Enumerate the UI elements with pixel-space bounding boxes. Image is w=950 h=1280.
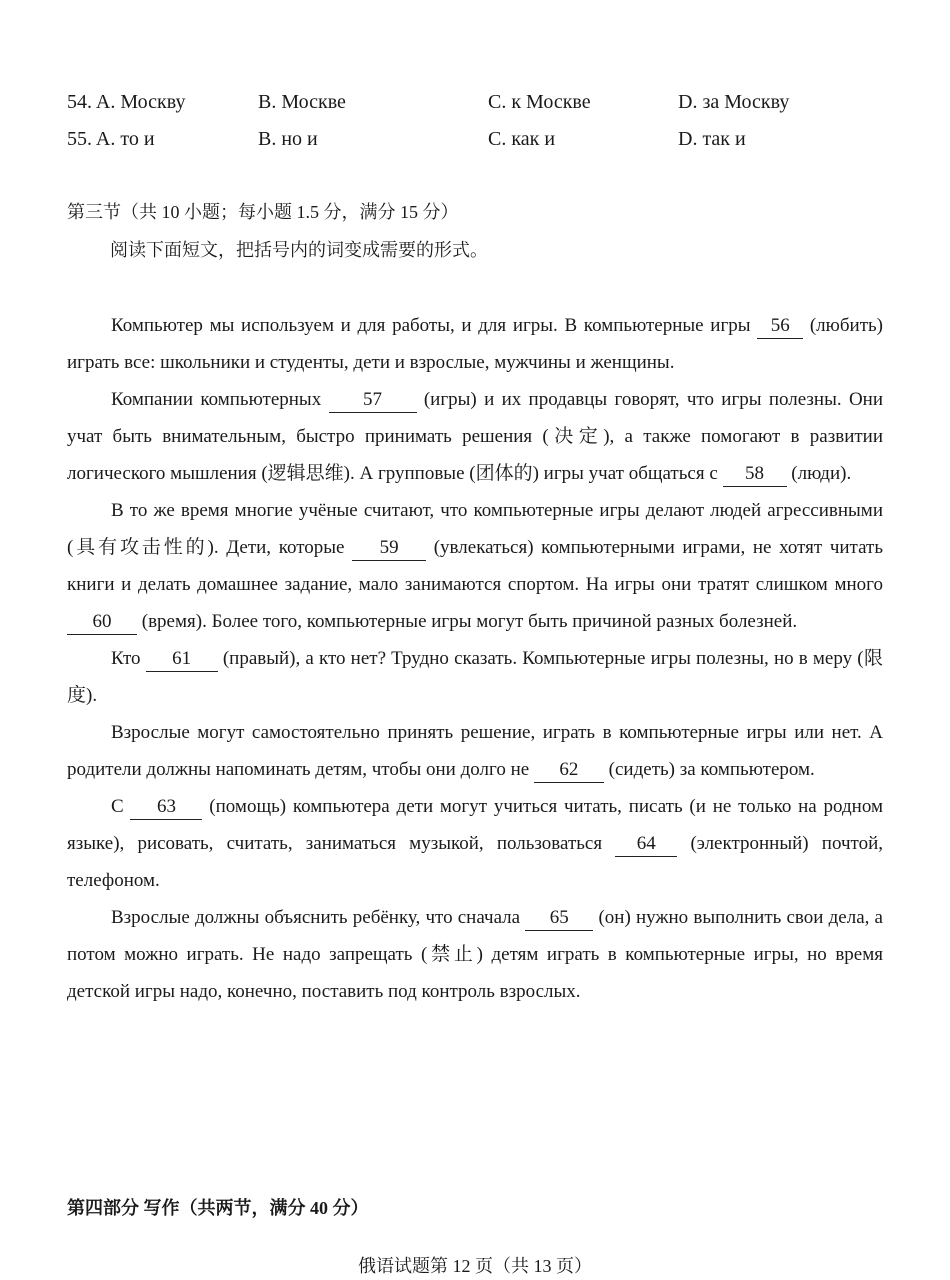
passage-text: (сидеть) за компьютером. [603, 759, 815, 780]
option-55-c: C. как и [488, 128, 556, 150]
blank-62: 62 [534, 758, 604, 783]
passage-paragraph-1 [67, 307, 883, 381]
blank-59: 59 [352, 536, 426, 561]
option-55-b: B. но и [258, 128, 318, 150]
passage-paragraph-3 [67, 492, 883, 640]
reading-passage [67, 307, 883, 1010]
blank-58: 58 [723, 462, 787, 487]
passage-text: (любить) играть все: школьники и студенты, дети и взрослые, мужчины и женщины. [67, 315, 883, 373]
passage-text: (игры) и их продавцы говорят, что игры полезны. Они учат быть внимательным, быстро принимать решения (决定), а также помогают в развитии логического мышления (逻辑思维). А групповые (团体的) игры учат общаться с [67, 389, 883, 484]
blank-60: 60 [67, 610, 137, 635]
passage-paragraph-2 [67, 381, 883, 492]
option-55-d: D. так и [678, 128, 746, 150]
passage-text: (время). Более того, компьютерные игры могут быть причиной разных болезней. [137, 611, 798, 632]
passage-text: В то же время многие учёные считают, что компьютерные игры делают людей агрессивными (具有攻击性的). Дети, которые [67, 500, 883, 558]
passage-text: Компьютер мы используем и для работы, и для игры. В компьютерные игры [111, 315, 758, 336]
blank-65: 65 [525, 906, 593, 931]
section-3-header: 第三节（共 10 小题；每小题 1.5 分，满分 15 分） [67, 202, 459, 222]
blank-61: 61 [146, 647, 218, 672]
passage-text: (помощь) компьютера дети могут учиться читать, писать (и не только на родном языке), рисовать, считать, заниматься музыкой, пользоваться [67, 796, 883, 854]
page-footer: 俄语试题第 12 页（共 13 页） [358, 1256, 592, 1276]
blank-57: 57 [329, 388, 417, 413]
passage-text: (электронный) почтой, телефоном. [67, 833, 883, 891]
section-3-instruction: 阅读下面短文，把括号内的词变成需要的形式。 [110, 240, 488, 260]
option-54-a: 54. A. Москву [67, 91, 186, 113]
passage-paragraph-5 [67, 714, 883, 788]
passage-text: С [111, 796, 131, 817]
passage-text: Взрослые должны объяснить ребёнку, что сначала [111, 907, 526, 928]
passage-text: Компании компьютерных [111, 389, 329, 410]
passage-text: (правый), а кто нет? Трудно сказать. Компьютерные игры полезны, но в меру (限度). [67, 648, 883, 706]
passage-text: (он) нужно выполнить свои дела, а потом можно играть. Не надо запрещать (禁止) детям играть в компьютерные игры, но время детской игры надо, конечно, поставить под контроль взрослых. [67, 907, 883, 1002]
option-55-a: 55. A. то и [67, 128, 155, 150]
passage-text: Взрослые могут самостоятельно принять решение, играть в компьютерные игры или нет. А родители должны напоминать детям, чтобы они долго не [67, 722, 883, 780]
option-54-c: C. к Москве [488, 91, 591, 113]
blank-64: 64 [615, 832, 677, 857]
option-54-b: B. Москве [258, 91, 346, 113]
passage-paragraph-6 [67, 788, 883, 899]
passage-paragraph-7 [67, 899, 883, 1010]
blank-56: 56 [757, 314, 803, 339]
passage-text: (люди). [786, 463, 852, 484]
part-4-header: 第四部分 写作（共两节，满分 40 分） [67, 1198, 369, 1218]
passage-paragraph-4 [67, 640, 883, 714]
option-54-d: D. за Москву [678, 91, 790, 113]
passage-text: Кто [111, 648, 146, 669]
passage-text: (увлекаться) компьютерными играми, не хотят читать книги и делать домашнее задание, мало занимаются спортом. На игры они тратят слишком много [67, 537, 883, 595]
blank-63: 63 [130, 795, 202, 820]
